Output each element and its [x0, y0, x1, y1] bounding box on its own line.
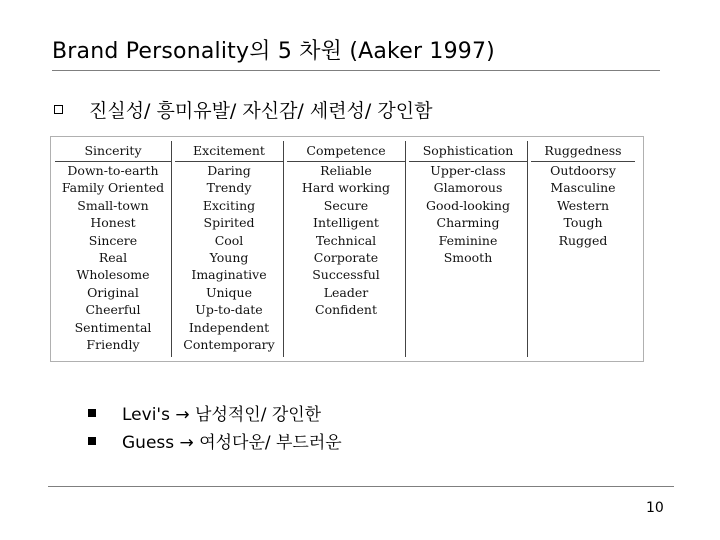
- table-cell: Good-looking: [426, 197, 510, 213]
- main-bullet: [54, 96, 432, 123]
- table-cell: Charming: [436, 215, 500, 231]
- hollow-square-bullet-icon: [54, 105, 63, 114]
- filled-square-bullet-icon: [88, 437, 96, 445]
- table-cell: Technical: [315, 232, 377, 248]
- table-cell: Spirited: [203, 215, 255, 231]
- example-text: [122, 400, 321, 425]
- table-cell: Cool: [214, 232, 244, 248]
- example-bullet-guess: [88, 428, 342, 453]
- column-header: Sophistication: [409, 141, 527, 162]
- example-bullet-levis: [88, 400, 321, 425]
- table-cell: Daring: [207, 163, 251, 178]
- table-cell: Upper-class: [430, 163, 506, 178]
- table-cell: Glamorous: [433, 180, 503, 196]
- table-column-sincerity: [55, 141, 172, 357]
- table-cell: Leader: [323, 284, 369, 300]
- table-cell: Successful: [312, 267, 380, 283]
- footer-divider: [48, 486, 674, 487]
- table-cell: Masculine: [550, 180, 616, 196]
- table-cell: Western: [556, 197, 610, 213]
- column-header: Competence: [287, 141, 405, 162]
- page-number: 10: [646, 500, 664, 516]
- table-cell: Reliable: [320, 163, 372, 178]
- table-cell: Outdoorsy: [550, 163, 616, 178]
- table-column-excitement: [175, 141, 284, 357]
- table-cell: Imaginative: [191, 267, 267, 283]
- table-cell: Family Oriented: [61, 180, 165, 196]
- column-header: Ruggedness: [531, 141, 635, 162]
- table-cell: Sentimental: [74, 319, 152, 335]
- table-cell: Smooth: [443, 249, 493, 265]
- table-cell: Contemporary: [183, 336, 275, 352]
- column-header: Sincerity: [55, 141, 171, 162]
- table-cell: Friendly: [86, 336, 140, 352]
- table-cell: Small-town: [77, 197, 149, 213]
- brand-traits: 여성다운/ 부드러운: [199, 433, 342, 453]
- brand-name: Guess: [122, 433, 175, 453]
- brand-name: Levi's: [122, 405, 170, 425]
- table-cell: Hard working: [301, 180, 391, 196]
- table-cell: Cheerful: [85, 302, 141, 318]
- right-arrow-icon: →: [175, 405, 190, 425]
- table-cell: Intelligent: [313, 215, 379, 231]
- brand-traits: 남성적인/ 강인한: [195, 405, 322, 425]
- personality-table: [50, 136, 644, 362]
- table-cell: Trendy: [206, 180, 252, 196]
- slide-title: Brand Personality의 5 차원 (Aaker 1997): [52, 39, 495, 64]
- right-arrow-icon: →: [179, 433, 194, 453]
- table-cell: Tough: [563, 215, 603, 231]
- main-bullet-text: 진실성/ 흥미유발/ 자신감/ 세련성/ 강인함: [89, 100, 433, 122]
- table-cell: Up-to-date: [195, 302, 263, 318]
- table-cell: Unique: [205, 284, 253, 300]
- table-cell: Down-to-earth: [67, 163, 159, 178]
- table-cell: Feminine: [438, 232, 498, 248]
- table-cell: Corporate: [313, 249, 379, 265]
- table-cell: Real: [98, 249, 128, 265]
- table-column-ruggedness: [531, 141, 635, 357]
- table-cell: Original: [87, 284, 139, 300]
- table-cell: Honest: [90, 215, 136, 231]
- table-cell: Exciting: [202, 197, 256, 213]
- table-column-competence: [287, 141, 406, 357]
- title-divider: [52, 70, 660, 71]
- table-cell: Young: [209, 249, 249, 265]
- table-cell: Rugged: [558, 232, 608, 248]
- column-header: Excitement: [175, 141, 283, 162]
- table-cell: Secure: [323, 197, 369, 213]
- filled-square-bullet-icon: [88, 409, 96, 417]
- table-cell: Independent: [188, 319, 270, 335]
- table-column-sophistication: [409, 141, 528, 357]
- example-text: [122, 428, 342, 453]
- table-cell: Confident: [315, 302, 377, 318]
- table-cell: Sincere: [88, 232, 138, 248]
- table-cell: Wholesome: [76, 267, 150, 283]
